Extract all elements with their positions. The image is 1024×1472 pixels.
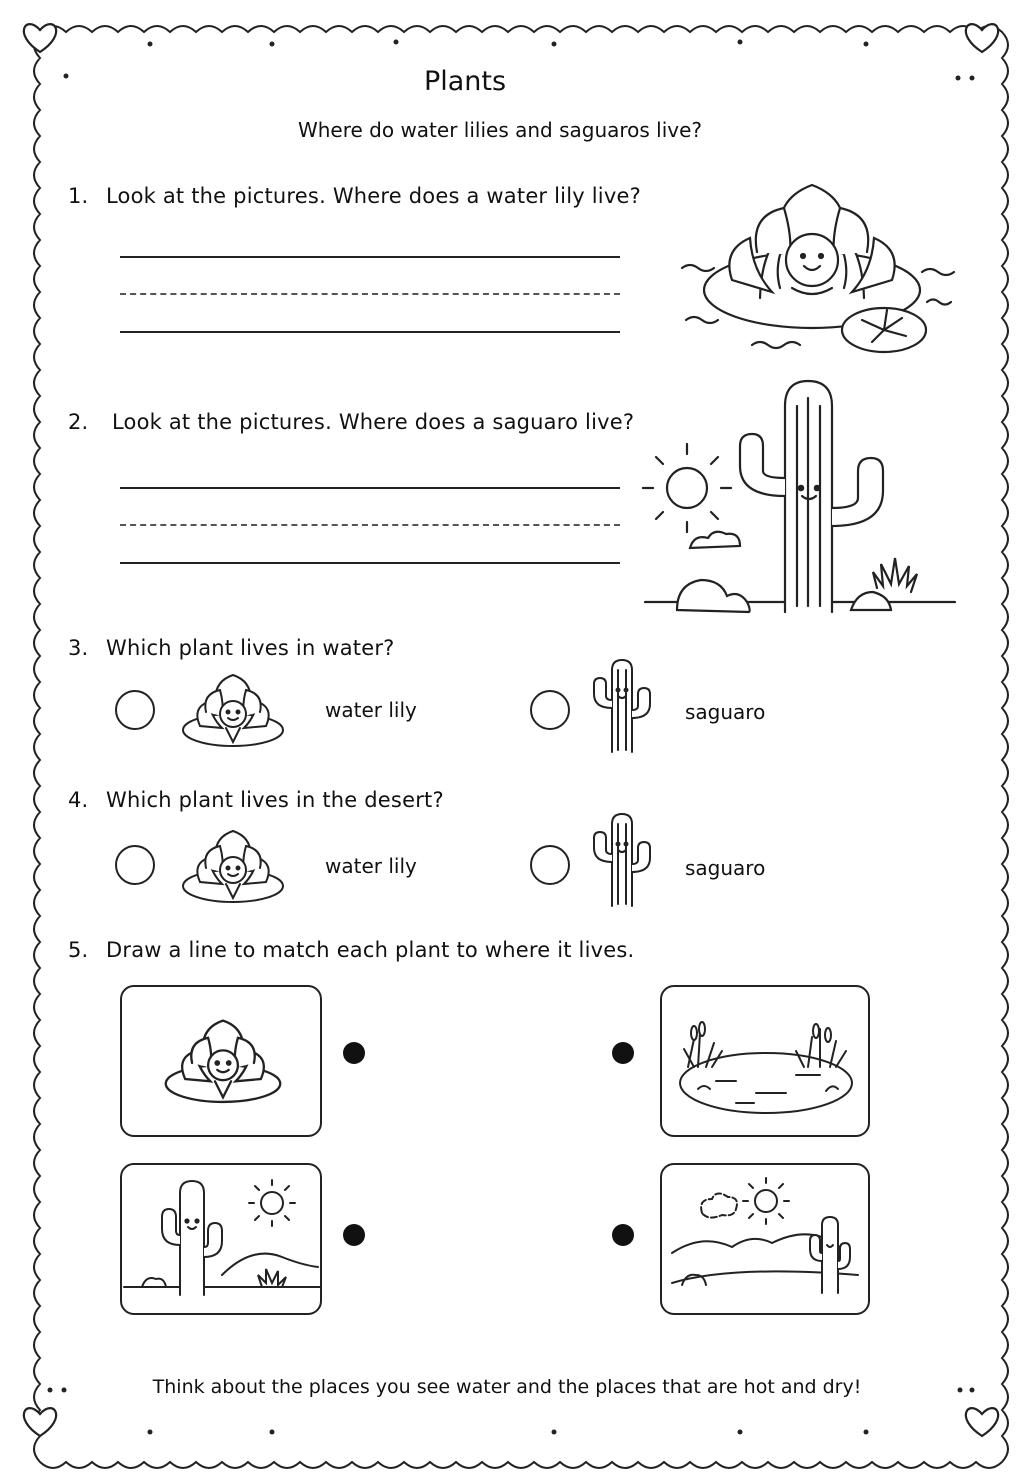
- answer-bubble-saguaro[interactable]: [530, 845, 570, 885]
- answer-line[interactable]: [120, 562, 620, 564]
- question-number: 5.: [68, 938, 89, 962]
- question-number: 2.: [68, 410, 89, 434]
- match-dot[interactable]: [343, 1224, 365, 1246]
- answer-bubble-water-lily[interactable]: [115, 690, 155, 730]
- option-label-water-lily: water lily: [325, 698, 417, 722]
- water-lily-icon: [178, 672, 288, 752]
- match-card-pond: [660, 985, 870, 1137]
- question-text: Draw a line to match each plant to where it lives.: [106, 938, 635, 962]
- match-dot[interactable]: [612, 1042, 634, 1064]
- question-number: 3.: [68, 636, 89, 660]
- answer-line[interactable]: [120, 256, 620, 258]
- question-text: Look at the pictures. Where does a water lily live?: [106, 184, 641, 208]
- option-label-saguaro: saguaro: [685, 856, 766, 880]
- pond-icon: [676, 1009, 856, 1119]
- saguaro-cactus-icon: [588, 810, 656, 908]
- question-text: Which plant lives in water?: [106, 636, 395, 660]
- answer-bubble-water-lily[interactable]: [115, 845, 155, 885]
- question-number: 4.: [68, 788, 89, 812]
- footer-hint: Think about the places you see water and the places that are hot and dry!: [152, 1376, 862, 1398]
- answer-line[interactable]: [120, 487, 620, 489]
- answer-midline[interactable]: [120, 524, 620, 526]
- water-lily-icon: [160, 1017, 286, 1109]
- match-card-water-lily: [120, 985, 322, 1137]
- question-1: [68, 184, 641, 208]
- answer-line[interactable]: [120, 331, 620, 333]
- desert-icon: [122, 1165, 322, 1315]
- question-3: [68, 636, 395, 660]
- question-text: Look at the pictures. Where does a saguaro live?: [112, 410, 635, 434]
- answer-midline[interactable]: [120, 293, 620, 295]
- page-subtitle: Where do water lilies and saguaros live?: [297, 118, 703, 142]
- saguaro-cactus-icon: [588, 656, 656, 754]
- water-lily-icon: [178, 828, 288, 908]
- question-text: Which plant lives in the desert?: [106, 788, 444, 812]
- question-2: [68, 410, 634, 434]
- desert-icon: [662, 1165, 870, 1315]
- saguaro-cactus-icon: [645, 376, 960, 616]
- question-5: [68, 938, 634, 962]
- question-number: 1.: [68, 184, 89, 208]
- match-dot[interactable]: [343, 1042, 365, 1064]
- water-lily-icon: [672, 180, 957, 360]
- match-card-saguaro: [120, 1163, 322, 1315]
- answer-bubble-saguaro[interactable]: [530, 690, 570, 730]
- question-4: [68, 788, 444, 812]
- page-title: Plants: [423, 66, 507, 97]
- match-card-desert: [660, 1163, 870, 1315]
- option-label-water-lily: water lily: [325, 854, 417, 878]
- option-label-saguaro: saguaro: [685, 700, 766, 724]
- match-dot[interactable]: [612, 1224, 634, 1246]
